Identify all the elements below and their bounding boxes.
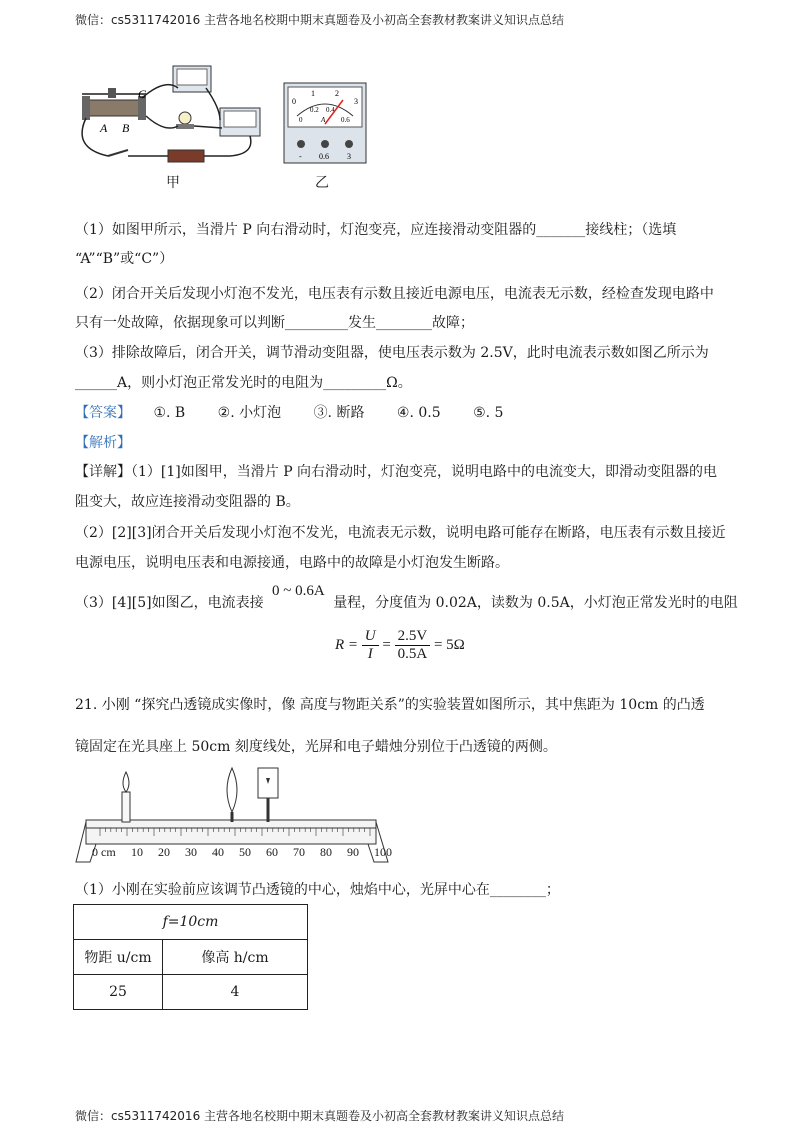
answer-2: ②. 小灯泡	[217, 405, 282, 421]
analysis-tag: 【解析】	[75, 435, 131, 451]
q20-part2-line1: （2）闭合开关后发现小灯泡不发光，电压表有示数且接近电源电压，电流表无示数，经检查发现电路中	[75, 286, 714, 302]
terminal-06: 0.6	[319, 152, 329, 161]
detail-3-line	[75, 583, 738, 612]
q20-part2-line2: 只有一处故障，依据现象可以判断_________发生________故障；	[75, 315, 474, 331]
detail-1-line1: 【详解】（1）[1]如图甲，当滑片 P 向右滑动时，灯泡变亮，说明电路中的电流变大，即滑动变阻器的电	[75, 464, 718, 480]
figure-label-jia: 甲	[166, 175, 180, 191]
formula-den-2: 0.5A	[397, 646, 428, 662]
answer-5: ⑤. 5	[473, 405, 504, 421]
detail-3-suffix: 量程，分度值为 0.02A，读数为 0.5A，小灯泡正常发光时的电阻	[333, 595, 738, 611]
scale-top-1: 1	[311, 89, 315, 98]
formula-frac-1	[362, 628, 379, 663]
scale-bottom-1: 0.2	[310, 106, 319, 114]
q21-line2: 镜固定在光具座上 50cm 刻度线处，光屏和电子蜡烛分别位于凸透镜的两侧。	[75, 739, 557, 755]
detail-3-range: 0 ~ 0.6A	[272, 583, 325, 599]
bench-label-9: 90	[347, 845, 359, 859]
bench-label-0: 0 cm	[92, 845, 116, 859]
bench-label-7: 70	[293, 845, 305, 859]
bench-label-1: 10	[131, 845, 143, 859]
q21-part1: （1）小刚在实验前应该调节凸透镜的中心，烛焰中心，光屏中心在________；	[75, 882, 560, 898]
answer-3: ③. 断路	[313, 405, 365, 421]
table-cell-u: 25	[74, 975, 163, 1010]
scale-bottom-3: 0.6	[341, 116, 350, 124]
bench-label-2: 20	[158, 845, 170, 859]
formula-den-1: I	[367, 646, 373, 662]
table-header: f=10cm	[74, 905, 308, 940]
terminal-neg: -	[299, 152, 302, 161]
bench-label-6: 60	[266, 845, 278, 859]
answer-tag: 【答案】	[75, 405, 131, 421]
bench-label-10: 100	[374, 845, 392, 859]
q20-part3-line1: （3）排除故障后，闭合开关，调节滑动变阻器，使电压表示数为 2.5V，此时电流表示数如图乙所示为	[75, 345, 709, 361]
answer-1: ①. B	[153, 405, 186, 421]
scale-bottom-0: 0	[299, 116, 303, 124]
detail-2-line1: （2）[2][3]闭合开关后发现小灯泡不发光，电流表无示数，说明电路可能存在断路，电压表有示数且接近	[75, 525, 726, 541]
answer-4: ④. 0.5	[396, 405, 441, 421]
table-col-1: 物距 u/cm	[74, 940, 163, 975]
page-footer: 微信：cs5311742016 主营各地名校期中期末真题卷及小初高全套教材教案讲义知识点总结	[75, 1109, 565, 1123]
table-col-2: 像高 h/cm	[163, 940, 308, 975]
ammeter-figure-yi	[283, 82, 367, 164]
figure-label-yi: 乙	[315, 175, 329, 191]
resistance-formula	[335, 628, 465, 663]
q20-part1-line1: （1）如图甲所示，当滑片 P 向右滑动时，灯泡变亮，应连接滑动变阻器的_______接线柱；（选填	[75, 222, 677, 238]
q20-part1-line2: “A”“B”或“C”）	[75, 251, 174, 267]
answer-row	[75, 402, 503, 422]
formula-eq: =	[382, 636, 391, 653]
formula-num-1: U	[362, 628, 379, 646]
bench-label-8: 80	[320, 845, 332, 859]
bench-label-4: 40	[212, 845, 224, 859]
label-c: C	[138, 87, 147, 101]
data-table	[73, 904, 308, 1010]
q21-line1: 21. 小刚 “探究凸透镜成实像时，像 高度与物距关系”的实验装置如图所示，其中焦距为 10cm 的凸透	[75, 697, 705, 713]
formula-frac-2	[395, 628, 431, 663]
label-a: A	[100, 121, 108, 135]
circuit-figure-jia	[70, 58, 270, 168]
scale-top-2: 2	[335, 89, 339, 98]
formula-lhs: R =	[335, 636, 359, 653]
table-cell-h: 4	[163, 975, 308, 1010]
terminal-3: 3	[347, 152, 351, 161]
q20-part3-line2: ______A，则小灯泡正常发光时的电阻为_________Ω。	[75, 375, 412, 391]
formula-num-2: 2.5V	[395, 628, 431, 646]
scale-top-3: 3	[354, 97, 358, 106]
scale-bottom-2: 0.4	[326, 106, 335, 114]
page-header: 微信：cs5311742016 主营各地名校期中期末真题卷及小初高全套教材教案讲义知识点总结	[75, 13, 565, 27]
scale-top-0: 0	[292, 97, 296, 106]
bench-label-3: 30	[185, 845, 197, 859]
bench-label-5: 50	[239, 845, 251, 859]
detail-1-line2: 阻变大，故应连接滑动变阻器的 B。	[75, 494, 300, 510]
formula-rhs: = 5Ω	[433, 636, 465, 653]
scale-unit: A	[321, 116, 326, 124]
detail-3-prefix: （3）[4][5]如图乙，电流表接	[75, 595, 264, 611]
label-b: B	[122, 121, 130, 135]
detail-2-line2: 电源电压，说明电压表和电源接通，电路中的故障是小灯泡发生断路。	[75, 555, 509, 571]
